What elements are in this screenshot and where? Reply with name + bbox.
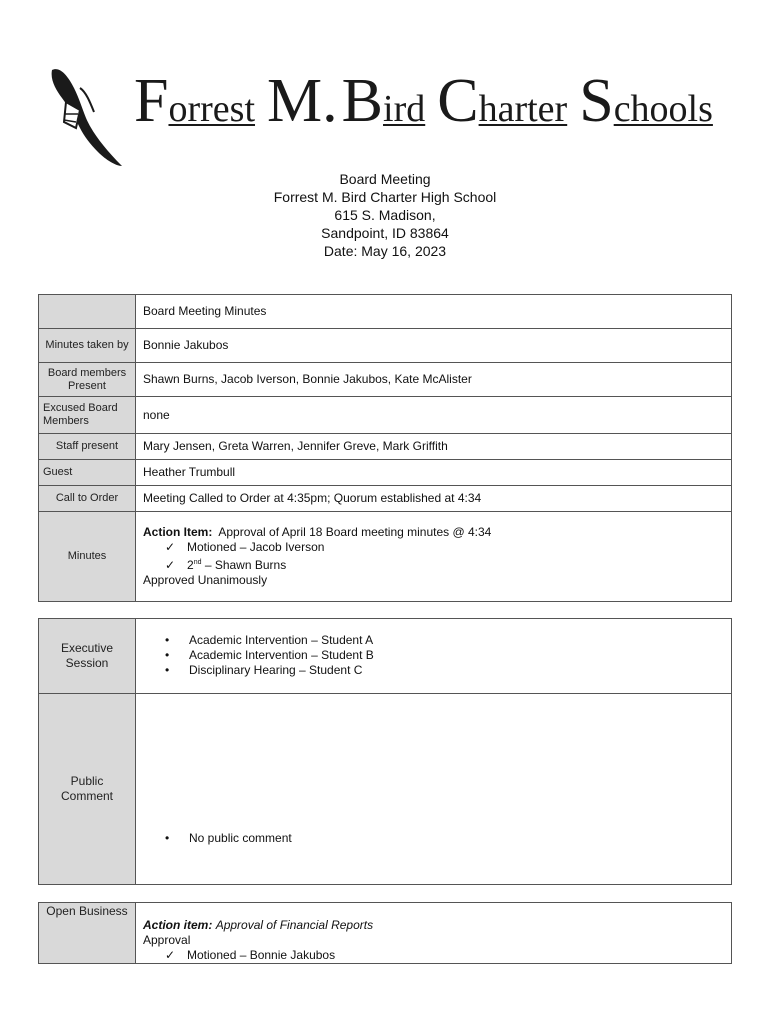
logo-word-m: M.: [267, 67, 338, 135]
row-value: Bonnie Jakubos: [136, 329, 732, 363]
second-suffix: nd: [193, 559, 202, 566]
row-label: Excused Board Members: [39, 397, 136, 434]
empty-label-cell: [39, 295, 136, 329]
row-label: Public Comment: [39, 694, 136, 885]
motioned-text: Motioned – Bonnie Jakubos: [187, 948, 336, 962]
table-row: [39, 434, 732, 460]
approval-label: Approval: [143, 933, 191, 947]
action-item-text: Approval of Financial Reports: [215, 918, 374, 932]
table-row: [39, 619, 732, 694]
table-row: [39, 329, 732, 363]
address-city: Sandpoint, ID 83864: [321, 225, 449, 241]
row-label: Open Business: [39, 903, 136, 964]
second-number: 2: [187, 558, 194, 572]
row-label: Minutes taken by: [39, 329, 136, 363]
table-row: [39, 512, 732, 602]
list-item: • Disciplinary Hearing – Student C: [165, 663, 724, 678]
logo-word-schools: Schools: [579, 67, 713, 135]
row-value: Meeting Called to Order at 4:35pm; Quorum established at 4:34: [136, 486, 732, 512]
meeting-header: [0, 170, 770, 260]
row-value: Mary Jensen, Greta Warren, Jennifer Greve, Mark Griffith: [136, 434, 732, 460]
minutes-content: [136, 512, 732, 602]
logo-word-forrest: Forrest: [134, 67, 256, 135]
open-business-table: [38, 902, 732, 964]
motioned-text: Motioned – Jacob Iverson: [187, 540, 325, 554]
list-item: • Academic Intervention – Student A: [165, 633, 724, 648]
row-label: Guest: [39, 460, 136, 486]
public-comment-content: [136, 694, 732, 885]
table-row: [39, 363, 732, 397]
checkmark-icon: ✓: [165, 948, 176, 962]
logo-word-bird: Bird: [341, 67, 426, 135]
session-table: [38, 618, 732, 885]
table-row: [39, 903, 732, 964]
address-street: 615 S. Madison,: [334, 207, 436, 223]
logo-word-charter: Charter: [437, 67, 568, 135]
action-item-label: Action Item:: [143, 525, 213, 539]
checkmark-icon: ✓: [165, 558, 176, 572]
row-label: Call to Order: [39, 486, 136, 512]
approval-result: Approved Unanimously: [143, 573, 268, 587]
list-item: • Academic Intervention – Student B: [165, 648, 724, 663]
meeting-title: Board Meeting: [339, 171, 431, 187]
minutes-table: [38, 294, 732, 602]
table-row: [39, 397, 732, 434]
row-value: Shawn Burns, Jacob Iverson, Bonnie Jakubos, Kate McAlister: [136, 363, 732, 397]
list-item: • No public comment: [165, 831, 724, 846]
action-item-label: Action item:: [143, 918, 213, 932]
meeting-date: Date: May 16, 2023: [323, 243, 447, 259]
row-value: Heather Trumbull: [136, 460, 732, 486]
row-label: Minutes: [39, 512, 136, 602]
row-value: none: [136, 397, 732, 434]
table-title: Board Meeting Minutes: [136, 295, 732, 329]
row-label: Executive Session: [39, 619, 136, 694]
action-item-text: Approval of April 18 Board meeting minutes @ 4:34: [218, 525, 492, 539]
row-label: Staff present: [39, 434, 136, 460]
bird-feather-icon: [46, 62, 136, 170]
school-logo: [46, 62, 713, 170]
table-row: [39, 694, 732, 885]
checkmark-icon: ✓: [165, 540, 176, 554]
table-row: [39, 486, 732, 512]
second-text: – Shawn Burns: [201, 558, 287, 572]
row-label: Board members Present: [39, 363, 136, 397]
table-row: [39, 460, 732, 486]
open-business-content: [136, 903, 732, 964]
executive-session-content: [136, 619, 732, 694]
school-name: Forrest M. Bird Charter High School: [273, 189, 497, 205]
